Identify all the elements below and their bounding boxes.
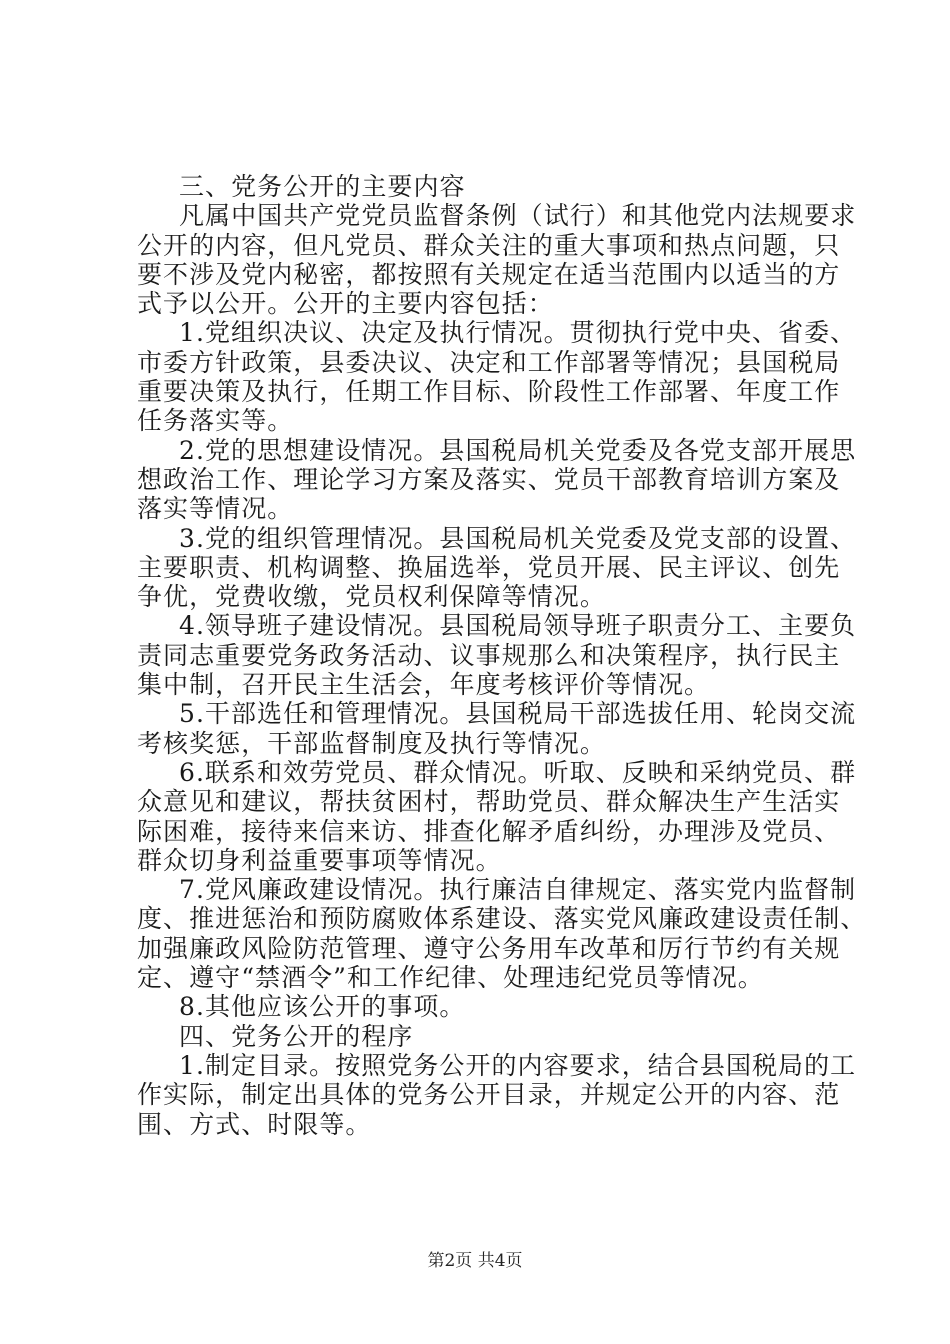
text-line: 2.党的思想建设情况。县国税局机关党委及各党支部开展思 bbox=[179, 435, 857, 465]
text-line: 3.党的组织管理情况。县国税局机关党委及党支部的设置、 bbox=[179, 523, 857, 553]
text-line: 作实际，制定出具体的党务公开目录，并规定公开的内容、范 bbox=[137, 1080, 841, 1110]
text-line: 四、党务公开的程序 bbox=[179, 1021, 414, 1051]
text-line: 7.党风廉政建设情况。执行廉洁自律规定、落实党内监督制 bbox=[179, 875, 857, 905]
text-line: 加强廉政风险防范管理、遵守公务用车改革和厉行节约有关规 bbox=[137, 933, 841, 963]
text-line: 任务落实等。 bbox=[137, 406, 294, 436]
text-line: 责同志重要党务政务活动、议事规那么和决策程序，执行民主 bbox=[137, 640, 841, 670]
text-line: 式予以公开。公开的主要内容包括： bbox=[137, 289, 554, 319]
text-line: 市委方针政策，县委决议、决定和工作部署等情况；县国税局 bbox=[137, 347, 841, 377]
document-body bbox=[137, 172, 867, 1139]
text-line: 众意见和建议，帮扶贫困村，帮助党员、群众解决生产生活实 bbox=[137, 787, 841, 817]
text-line: 6.联系和效劳党员、群众情况。听取、反映和采纳党员、群 bbox=[179, 757, 857, 787]
text-line: 考核奖惩，干部监督制度及执行等情况。 bbox=[137, 728, 606, 758]
text-line: 际困难，接待来信来访、排查化解矛盾纠纷，办理涉及党员、 bbox=[137, 816, 841, 846]
text-line: 5.干部选任和管理情况。县国税局干部选拔任用、轮岗交流 bbox=[179, 699, 857, 729]
text-line: 1.制定目录。按照党务公开的内容要求，结合县国税局的工 bbox=[179, 1050, 857, 1080]
text-line: 公开的内容，但凡党员、群众关注的重大事项和热点问题，只 bbox=[137, 230, 841, 260]
text-line: 主要职责、机构调整、换届选举，党员开展、民主评议、创先 bbox=[137, 552, 841, 582]
text-line: 8.其他应该公开的事项。 bbox=[179, 992, 466, 1022]
text-line: 重要决策及执行，任期工作目标、阶段性工作部署、年度工作 bbox=[137, 377, 841, 407]
text-line: 定、遵守“禁酒令”和工作纪律、处理违纪党员等情况。 bbox=[137, 963, 764, 993]
text-line: 度、推进惩治和预防腐败体系建设、落实党风廉政建设责任制、 bbox=[137, 904, 867, 934]
text-line: 凡属中国共产党党员监督条例（试行）和其他党内法规要求 bbox=[179, 201, 857, 231]
text-line: 集中制，召开民主生活会，年度考核评价等情况。 bbox=[137, 670, 711, 700]
text-line: 三、党务公开的主要内容 bbox=[179, 172, 466, 201]
text-line: 落实等情况。 bbox=[137, 494, 294, 524]
text-line: 想政治工作、理论学习方案及落实、党员干部教育培训方案及 bbox=[137, 464, 841, 494]
text-line: 围、方式、时限等。 bbox=[137, 1109, 372, 1139]
text-line: 4.领导班子建设情况。县国税局领导班子职责分工、主要负 bbox=[179, 611, 857, 641]
text-line: 争优，党费收缴，党员权利保障等情况。 bbox=[137, 582, 606, 612]
page-footer: 第2页 共4页 bbox=[427, 1251, 523, 1271]
text-line: 群众切身利益重要事项等情况。 bbox=[137, 845, 502, 875]
text-line: 1.党组织决议、决定及执行情况。贯彻执行党中央、省委、 bbox=[179, 318, 857, 348]
text-line: 要不涉及党内秘密，都按照有关规定在适当范围内以适当的方 bbox=[137, 259, 841, 289]
